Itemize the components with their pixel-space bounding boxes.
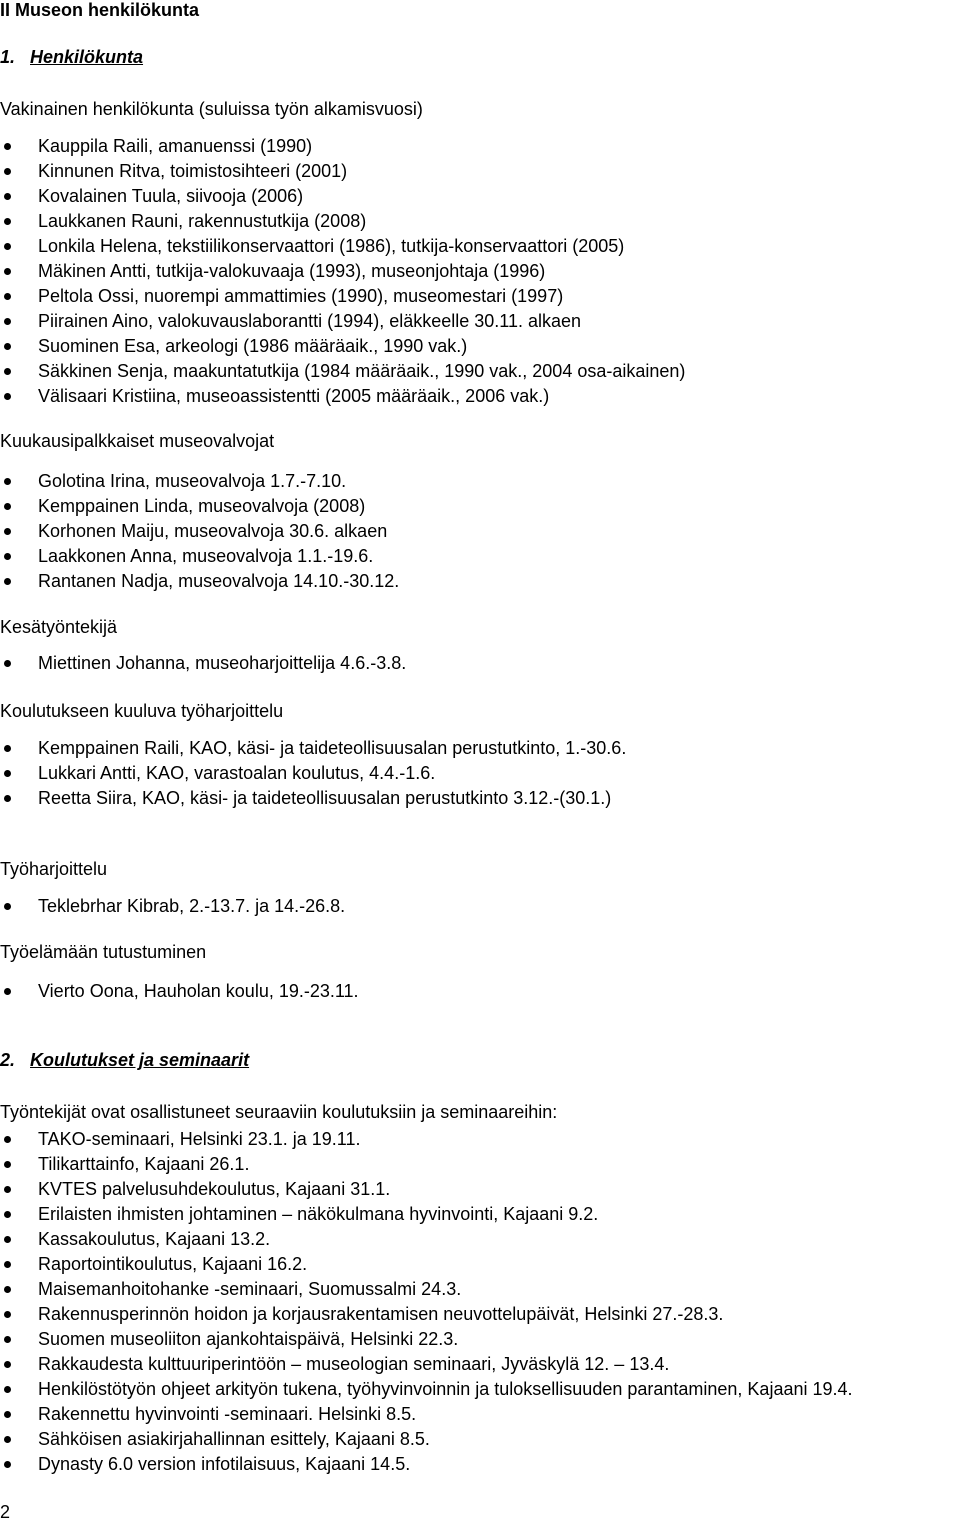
summer-worker-heading: Kesätyöntekijä [0,617,118,637]
list-item-text: Erilaisten ihmisten johtaminen – näkökulmana hyvinvointi, Kajaani 9.2. [38,1204,599,1224]
list-item-text: Kauppila Raili, amanuenssi (1990) [38,136,313,156]
bullet-icon [4,1386,11,1393]
section-2-title: Koulutukset ja seminaarit [30,1050,250,1070]
list-item [0,494,399,519]
list-item-text: Tilikarttainfo, Kajaani 26.1. [38,1154,250,1174]
list-item [0,1177,853,1202]
list-item [0,184,685,209]
list-item [0,1277,853,1302]
list-item [0,259,685,284]
list-item [0,1152,853,1177]
bullet-icon [4,1186,11,1193]
list-item [0,651,406,676]
list-item [0,134,685,159]
list-item-text: Välisaari Kristiina, museoassistentti (2005 määräaik., 2006 vak.) [38,386,550,406]
bullet-icon [4,393,11,400]
list-item-text: Lonkila Helena, tekstiilikonservaattori (1986), tutkija-konservaattori (2005) [38,236,625,256]
list-item-text: Kemppainen Linda, museovalvoja (2008) [38,496,366,516]
bullet-icon [4,243,11,250]
list-item [0,894,345,919]
practice-heading: Työharjoittelu [0,859,108,879]
bullet-icon [4,1236,11,1243]
bullet-icon [4,478,11,485]
bullet-icon [4,795,11,802]
list-item [0,1452,853,1477]
bullet-icon [4,578,11,585]
worklife-list [0,979,359,1004]
list-item-text: Säkkinen Senja, maakuntatutkija (1984 määräaik., 1990 vak., 2004 osa-aikainen) [38,361,686,381]
list-item [0,761,626,786]
list-item [0,159,685,184]
section-1-number: 1. [0,47,16,67]
list-item-text: Piirainen Aino, valokuvauslaborantti (1994), eläkkeelle 30.11. alkaen [38,311,582,331]
practice-list [0,894,345,919]
bullet-icon [4,988,11,995]
list-item [0,1377,853,1402]
bullet-icon [4,1261,11,1268]
summer-worker-list [0,651,406,676]
list-item-text: TAKO-seminaari, Helsinki 23.1. ja 19.11. [38,1129,361,1149]
seminars-intro: Työntekijät ovat osallistuneet seuraaviin koulutuksiin ja seminaareihin: [0,1102,558,1122]
list-item [0,979,359,1004]
bullet-icon [4,903,11,910]
list-item-text: Rantanen Nadja, museovalvoja 14.10.-30.12. [38,571,400,591]
list-item [0,469,399,494]
section-2-heading [0,1050,249,1071]
list-item-text: Kemppainen Raili, KAO, käsi- ja taideteollisuusalan perustutkinto, 1.-30.6. [38,738,627,758]
list-item [0,1227,853,1252]
list-item [0,1327,853,1352]
section-2-number: 2. [0,1050,16,1070]
list-item-text: KVTES palvelusuhdekoulutus, Kajaani 31.1. [38,1179,391,1199]
list-item-text: Korhonen Maiju, museovalvoja 30.6. alkaen [38,521,388,541]
bullet-icon [4,745,11,752]
bullet-icon [4,1436,11,1443]
list-item [0,209,685,234]
list-item [0,384,685,409]
permanent-staff-heading: Vakinainen henkilökunta (suluissa työn alkamisvuosi) [0,99,423,119]
list-item [0,1402,853,1427]
list-item [0,284,685,309]
list-item [0,1127,853,1152]
list-item-text: Dynasty 6.0 version infotilaisuus, Kajaani 14.5. [38,1454,411,1474]
list-item-text: Rakennettu hyvinvointi -seminaari. Helsinki 8.5. [38,1404,417,1424]
bullet-icon [4,143,11,150]
chapter-title: II Museon henkilökunta [0,0,200,20]
list-item [0,1202,853,1227]
list-item-text: Laakkonen Anna, museovalvoja 1.1.-19.6. [38,546,374,566]
list-item-text: Peltola Ossi, nuorempi ammattimies (1990), museomestari (1997) [38,286,564,306]
list-item [0,569,399,594]
permanent-staff-list [0,134,685,409]
list-item-text: Laukkanen Rauni, rakennustutkija (2008) [38,211,367,231]
seminars-list [0,1127,853,1477]
bullet-icon [4,553,11,560]
bullet-icon [4,528,11,535]
list-item-text: Miettinen Johanna, museoharjoittelija 4.6.-3.8. [38,653,407,673]
list-item [0,544,399,569]
bullet-icon [4,1361,11,1368]
bullet-icon [4,268,11,275]
list-item-text: Maisemanhoitohanke -seminaari, Suomussalmi 24.3. [38,1279,462,1299]
list-item [0,1352,853,1377]
list-item-text: Raportointikoulutus, Kajaani 16.2. [38,1254,308,1274]
section-1-title: Henkilökunta [30,47,144,67]
list-item-text: Reetta Siira, KAO, käsi- ja taideteollisuusalan perustutkinto 3.12.-(30.1.) [38,788,612,808]
bullet-icon [4,193,11,200]
list-item-text: Sähköisen asiakirjahallinnan esittely, Kajaani 8.5. [38,1429,430,1449]
worklife-heading: Työelämään tutustuminen [0,942,207,962]
list-item [0,1252,853,1277]
list-item [0,359,685,384]
bullet-icon [4,1286,11,1293]
list-item-text: Lukkari Antti, KAO, varastoalan koulutus, 4.4.-1.6. [38,763,436,783]
bullet-icon [4,770,11,777]
training-heading: Koulutukseen kuuluva työharjoittelu [0,701,284,721]
list-item [0,1302,853,1327]
bullet-icon [4,218,11,225]
list-item-text: Rakennusperinnön hoidon ja korjausrakentamisen neuvottelupäivät, Helsinki 27.-28.3. [38,1304,724,1324]
list-item-text: Golotina Irina, museovalvoja 1.7.-7.10. [38,471,347,491]
bullet-icon [4,1136,11,1143]
bullet-icon [4,1336,11,1343]
bullet-icon [4,1311,11,1318]
list-item-text: Teklebrhar Kibrab, 2.-13.7. ja 14.-26.8. [38,896,346,916]
training-list [0,736,626,811]
list-item [0,334,685,359]
list-item-text: Suominen Esa, arkeologi (1986 määräaik., 1990 vak.) [38,336,468,356]
bullet-icon [4,1411,11,1418]
section-1-heading [0,47,143,68]
bullet-icon [4,503,11,510]
list-item-text: Vierto Oona, Hauholan koulu, 19.-23.11. [38,981,359,1001]
list-item-text: Kovalainen Tuula, siivooja (2006) [38,186,304,206]
list-item-text: Rakkaudesta kulttuuriperintöön – museologian seminaari, Jyväskylä 12. – 13.4. [38,1354,670,1374]
bullet-icon [4,368,11,375]
page-number: 2 [0,1502,11,1522]
bullet-icon [4,293,11,300]
list-item-text: Henkilöstötyön ohjeet arkityön tukena, työhyvinvoinnin ja tuloksellisuuden parantaminen, Kajaani 19.4. [38,1379,853,1399]
monthly-guards-heading: Kuukausipalkkaiset museovalvojat [0,431,275,451]
list-item [0,309,685,334]
bullet-icon [4,318,11,325]
list-item-text: Suomen museoliiton ajankohtaispäivä, Helsinki 22.3. [38,1329,459,1349]
bullet-icon [4,1161,11,1168]
bullet-icon [4,168,11,175]
list-item [0,786,626,811]
list-item [0,519,399,544]
list-item [0,234,685,259]
bullet-icon [4,1211,11,1218]
list-item-text: Kassakoulutus, Kajaani 13.2. [38,1229,271,1249]
list-item-text: Kinnunen Ritva, toimistosihteeri (2001) [38,161,348,181]
bullet-icon [4,1461,11,1468]
list-item [0,736,626,761]
bullet-icon [4,660,11,667]
monthly-guards-list [0,469,399,594]
bullet-icon [4,343,11,350]
list-item [0,1427,853,1452]
list-item-text: Mäkinen Antti, tutkija-valokuvaaja (1993), museonjohtaja (1996) [38,261,546,281]
